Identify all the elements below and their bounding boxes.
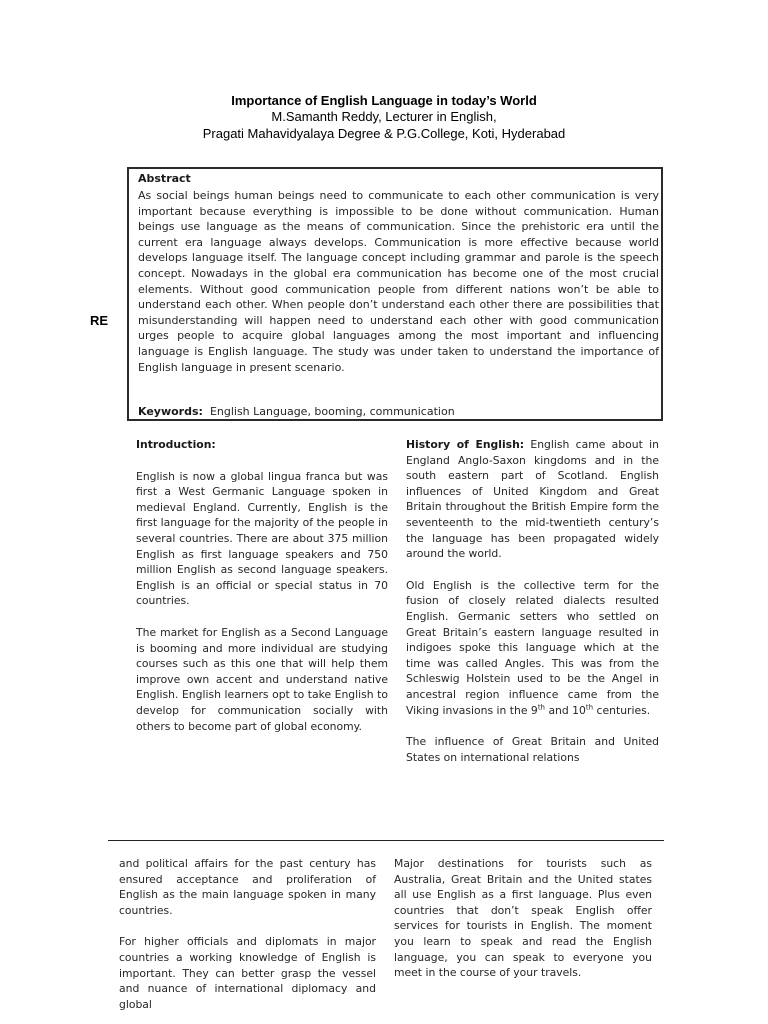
margin-label: RE — [90, 313, 109, 328]
abstract-box — [127, 167, 663, 421]
right-column — [406, 437, 659, 765]
lower-left-column — [119, 856, 376, 1012]
introduction-paragraph-1: English is now a global lingua franca but was first a West Germanic Language spoken in medieval England. Currently, English is the first language for the majority of the people in several countries. There are about 375 million English as first language speakers and 750 million English as second language speakers. English is an official or special status in 70 countries. — [136, 469, 388, 608]
lower-left-paragraph-2: For higher officials and diplomats in major countries a working knowledge of English is important. They can better grasp the vessel and nuance of international diplomacy and global — [119, 935, 376, 1011]
influence-paragraph: The influence of Great Britain and United States on international relations — [406, 735, 659, 764]
tenth-superscript: th — [585, 702, 594, 711]
history-text: English came about in England Anglo-Saxon kingdoms and in the south eastern part of Scotland. English influences of United Kingdom and Great Britain throughout the British Empire form the seventeenth to the mid-twentieth century’s the language has been propagated widely around the world. — [406, 438, 659, 561]
and-tenth-text: and 10 — [548, 703, 586, 717]
history-heading: History of English: — [406, 438, 525, 451]
keywords-value: English Language, booming, communication — [209, 405, 455, 418]
lower-right-column — [394, 856, 652, 981]
old-english-text: Old English is the collective term for the fusion of closely related dialects resulted English. Germanic setters who settled on Great Britain’s eastern language resulted in indigoes spoke this language which at the time was called Angles. This was from the Schleswig Holstein used to be the Angel in ancestral region influence came from the Viking invasions in the 9 — [406, 578, 659, 717]
history-paragraph — [406, 437, 659, 562]
lower-left-paragraph-1: and political affairs for the past century has ensured acceptance and proliferation of English as the main language spoken in many countries. — [119, 857, 376, 917]
centuries-text: centuries. — [596, 703, 651, 717]
abstract-heading: Abstract — [138, 172, 191, 185]
left-column — [136, 437, 388, 734]
lower-right-paragraph-1: Major destinations for tourists such as Australia, Great Britain and the United states all use English as a first language. Plus even countries that don’t speak English offer services for tourists in English. The moment you learn to speak and read the English language, you can speak to everyone you meet in the course of your travels. — [394, 857, 652, 980]
introduction-heading: Introduction: — [136, 438, 216, 451]
keywords-line — [138, 405, 455, 418]
abstract-text: As social beings human beings need to communicate to each other communication is very important because everything is impossible to be done without communication. Human beings use language as the means of communication. Since the prehistoric era until the current era language always develops. Communication is more effective because world develops language itself. The language concept including grammar and parole is the speech concept. Nowadays in the global era communication has become one of the most crucial elements. Without good communication people from different nations won’t be able to understand each other. When people don’t understand each other there are possibilities that misunderstanding will happen need to understand each other with good communication urges people to acquire global languages among the most important and influencing language is English language. The study was under taken to understand the importance of English language in present scenario. — [138, 189, 659, 374]
keywords-label: Keywords: — [138, 405, 203, 418]
author-line: M.Samanth Reddy, Lecturer in English, — [271, 109, 497, 124]
ninth-superscript: th — [537, 702, 545, 711]
page-divider — [108, 840, 664, 841]
old-english-paragraph — [406, 578, 659, 718]
affiliation-line: Pragati Mahavidyalaya Degree & P.G.College, Koti, Hyderabad — [202, 126, 566, 141]
introduction-paragraph-2: The market for English as a Second Language is booming and more individual are studying courses such as this one that will help them improve own accent and understand native English. English learners opt to take English to develop for communication socially with others to become part of global economy. — [136, 625, 388, 733]
paper-title: Importance of English Language in today’s World — [231, 93, 537, 108]
